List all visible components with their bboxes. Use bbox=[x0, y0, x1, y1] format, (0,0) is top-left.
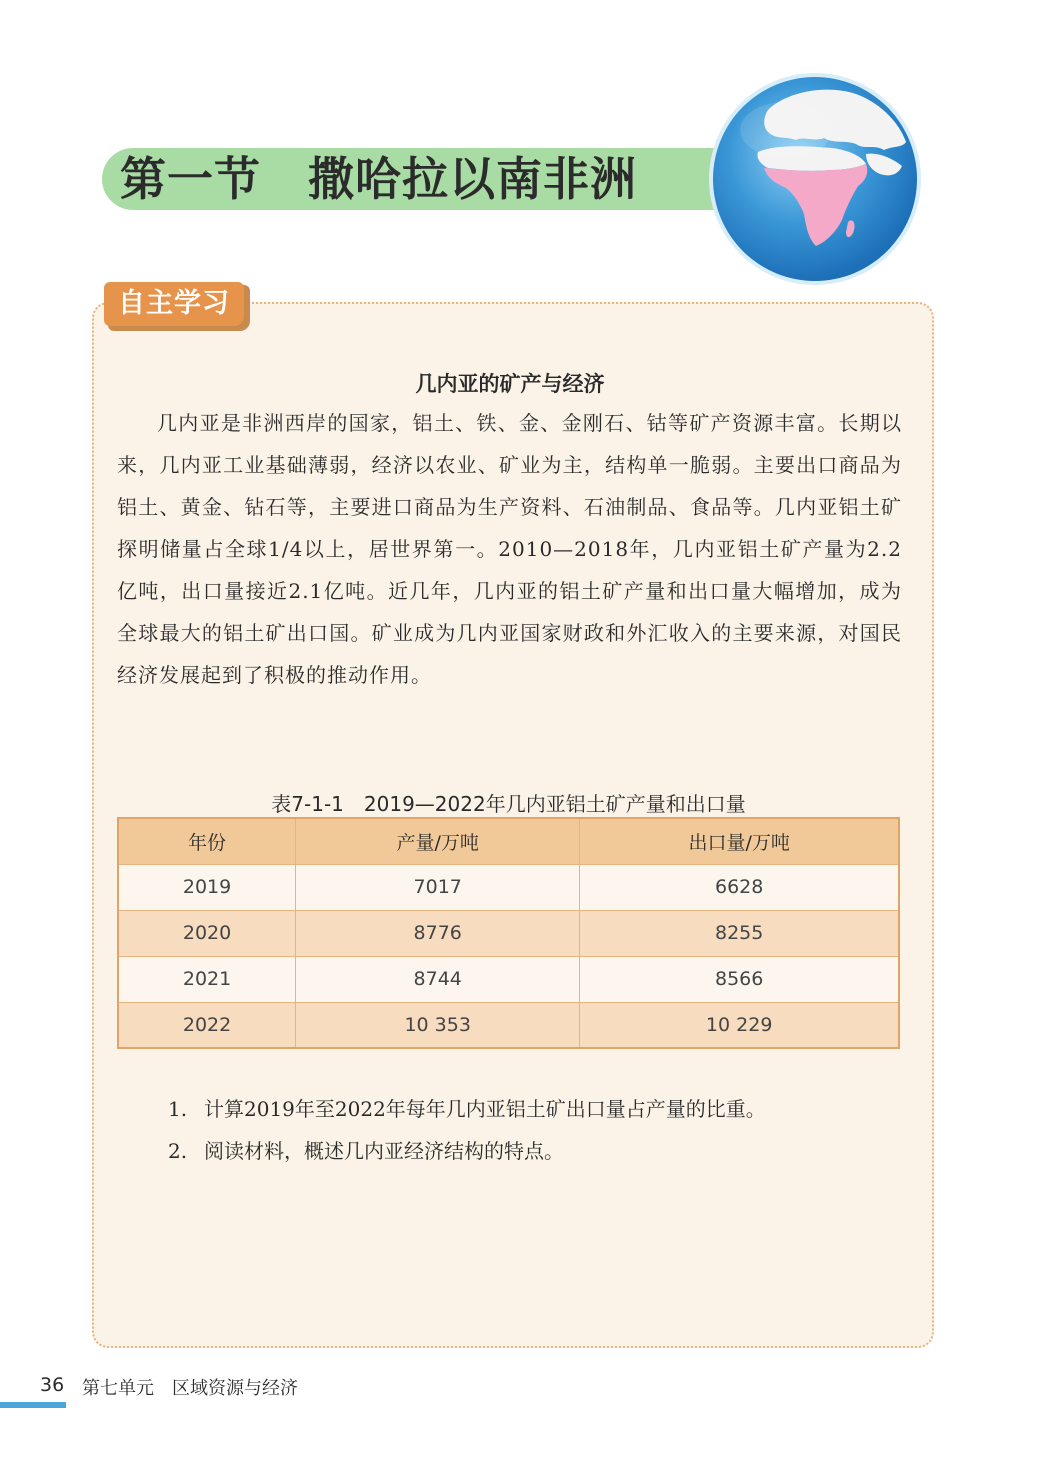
cell-production: 8776 bbox=[296, 910, 580, 956]
globe-africa-icon bbox=[706, 70, 924, 288]
question-number: 2. bbox=[168, 1139, 188, 1163]
table-row bbox=[118, 864, 899, 910]
bauxite-table bbox=[117, 817, 900, 1049]
table-row bbox=[118, 956, 899, 1002]
footer-accent-bar bbox=[0, 1402, 66, 1408]
cell-production: 10 353 bbox=[296, 1002, 580, 1048]
article-title: 几内亚的矿产与经济 bbox=[415, 372, 605, 396]
table-header-row bbox=[118, 818, 899, 864]
cell-year: 2019 bbox=[118, 864, 296, 910]
table-row bbox=[118, 1002, 899, 1048]
table-row bbox=[118, 910, 899, 956]
cell-export: 6628 bbox=[580, 864, 899, 910]
article-body: 几内亚是非洲西岸的国家，铝土、铁、金、金刚石、钴等矿产资源丰富。长期以来，几内亚工业基础薄弱，经济以农业、矿业为主，结构单一脆弱。主要出口商品为铝土、黄金、钻石等，主要进口商品为生产资料、石油制品、食品等。几内亚铝土矿探明储量占全球1/4以上，居世界第一。2010—2018年，几内亚铝土矿产量为2.2亿吨，出口量接近2.1亿吨。近几年，几内亚的铝土矿产量和出口量大幅增加，成为全球最大的铝土矿出口国。矿业成为几内亚国家财政和外汇收入的主要来源，对国民经济发展起到了积极的推动作用。 bbox=[117, 411, 902, 687]
question-list bbox=[168, 1088, 908, 1172]
self-study-tag: 自主学习 bbox=[104, 282, 244, 326]
cell-year: 2021 bbox=[118, 956, 296, 1002]
question-text: 计算2019年至2022年每年几内亚铝土矿出口量占产量的比重。 bbox=[204, 1097, 766, 1121]
column-header-export: 出口量/万吨 bbox=[580, 818, 899, 864]
cell-export: 8566 bbox=[580, 956, 899, 1002]
cell-year: 2020 bbox=[118, 910, 296, 956]
question-text: 阅读材料，概述几内亚经济结构的特点。 bbox=[204, 1139, 564, 1163]
cell-production: 7017 bbox=[296, 864, 580, 910]
column-header-production: 产量/万吨 bbox=[296, 818, 580, 864]
question-number: 1. bbox=[168, 1097, 188, 1121]
cell-export: 10 229 bbox=[580, 1002, 899, 1048]
section-title: 第一节 撒哈拉以南非洲 bbox=[120, 152, 637, 206]
cell-production: 8744 bbox=[296, 956, 580, 1002]
table-caption: 表7-1-1 2019—2022年几内亚铝土矿产量和出口量 bbox=[271, 792, 746, 816]
page-number: 36 bbox=[40, 1374, 65, 1396]
question-item bbox=[168, 1088, 908, 1130]
column-header-year: 年份 bbox=[118, 818, 296, 864]
unit-title: 第七单元 区域资源与经济 bbox=[82, 1378, 298, 1399]
cell-year: 2022 bbox=[118, 1002, 296, 1048]
question-item bbox=[168, 1130, 908, 1172]
cell-export: 8255 bbox=[580, 910, 899, 956]
